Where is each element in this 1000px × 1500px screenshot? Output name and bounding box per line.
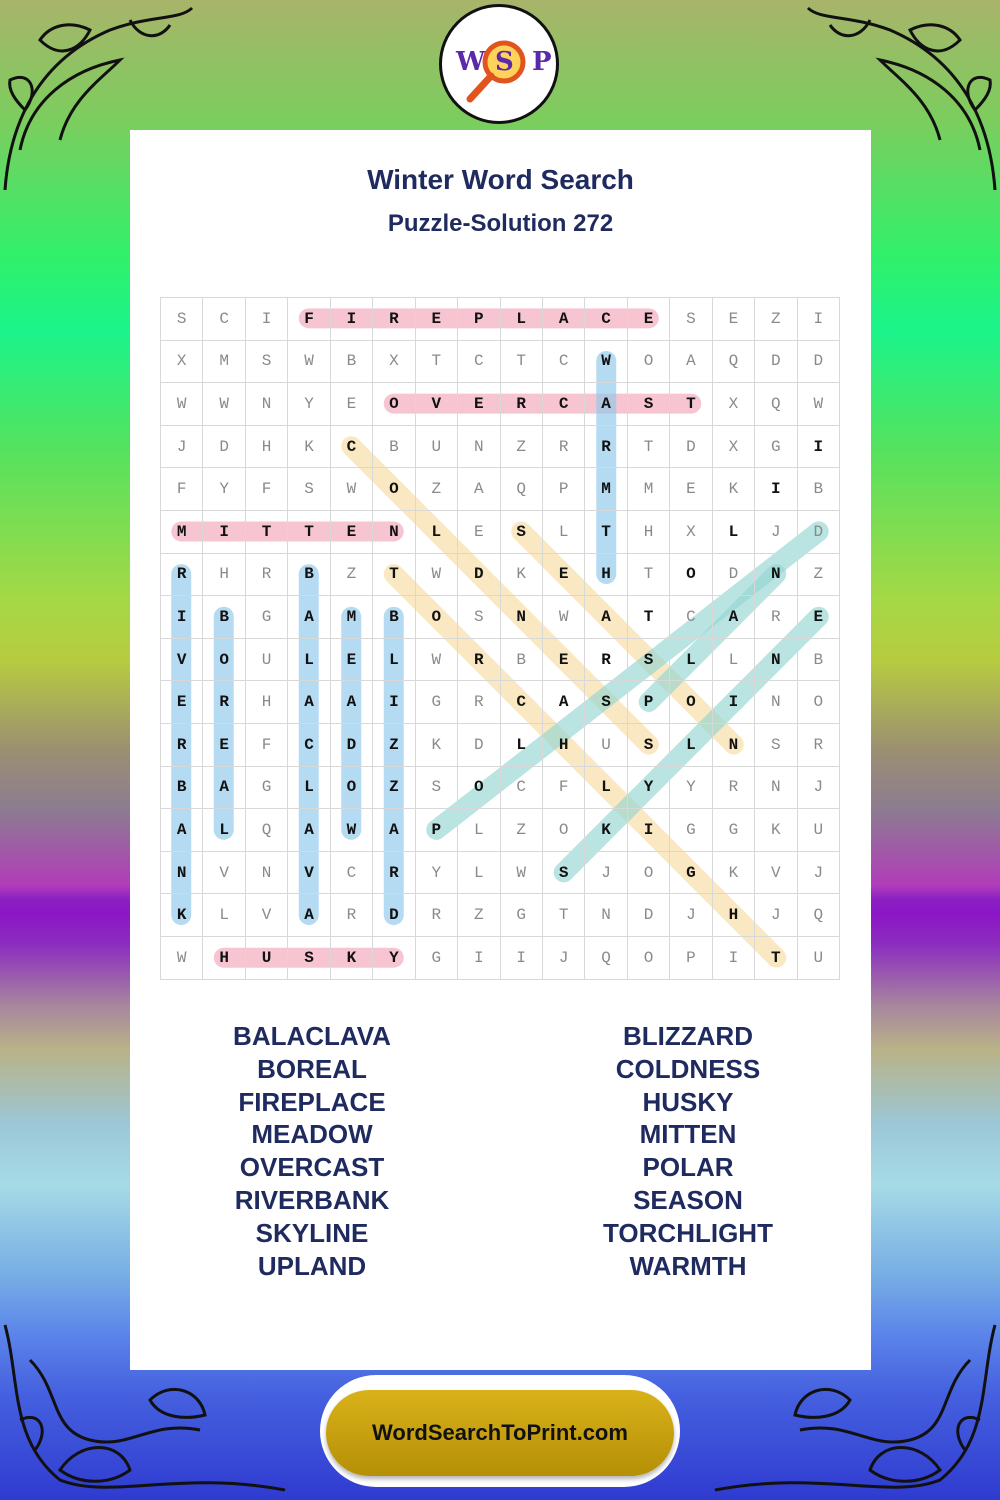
grid-cell: H xyxy=(245,425,287,468)
grid-cell: A xyxy=(585,596,627,639)
grid-cell: I xyxy=(245,298,287,341)
grid-cell: W xyxy=(415,553,457,596)
grid-cell: E xyxy=(330,638,372,681)
grid-cell: V xyxy=(415,383,457,426)
grid-cell: W xyxy=(288,340,330,383)
grid-cell: D xyxy=(458,723,500,766)
grid-cell: M xyxy=(330,596,372,639)
grid-cell: W xyxy=(330,809,372,852)
grid-cell: A xyxy=(585,383,627,426)
grid-cell: N xyxy=(245,383,287,426)
grid-cell: V xyxy=(245,894,287,937)
grid-row xyxy=(161,894,840,937)
grid-cell: W xyxy=(585,340,627,383)
grid-cell: K xyxy=(330,936,372,979)
word-list-item: HUSKY xyxy=(642,1086,734,1117)
grid-cell: Z xyxy=(500,425,542,468)
grid-row xyxy=(161,766,840,809)
grid-cell: S xyxy=(500,510,542,553)
grid-cell: T xyxy=(755,936,797,979)
grid-cell: Z xyxy=(415,468,457,511)
grid-cell: T xyxy=(542,894,584,937)
grid-cell: T xyxy=(245,510,287,553)
grid-cell: A xyxy=(458,468,500,511)
grid-cell: N xyxy=(161,851,203,894)
grid-cell: E xyxy=(542,553,584,596)
grid-cell: X xyxy=(373,340,415,383)
grid-cell: S xyxy=(288,936,330,979)
grid-cell: M xyxy=(203,340,245,383)
grid-cell: S xyxy=(245,340,287,383)
grid-cell: B xyxy=(797,468,839,511)
word-list-item: RIVERBANK xyxy=(234,1184,390,1215)
grid-cell: I xyxy=(712,936,754,979)
grid-cell: E xyxy=(161,681,203,724)
grid-cell: T xyxy=(373,553,415,596)
grid-cell: M xyxy=(627,468,669,511)
grid-cell: P xyxy=(627,681,669,724)
grid-row xyxy=(161,298,840,341)
grid-cell: S xyxy=(415,766,457,809)
grid-cell: O xyxy=(627,851,669,894)
grid-cell: J xyxy=(755,894,797,937)
grid-cell: U xyxy=(245,638,287,681)
grid-cell: L xyxy=(670,723,712,766)
grid-cell: O xyxy=(670,553,712,596)
grid-cell: T xyxy=(500,340,542,383)
word-list-item: SEASON xyxy=(633,1184,743,1215)
grid-cell: D xyxy=(797,510,839,553)
grid-cell: I xyxy=(712,681,754,724)
grid-row xyxy=(161,596,840,639)
grid-row xyxy=(161,723,840,766)
grid-cell: O xyxy=(415,596,457,639)
grid-cell: C xyxy=(288,723,330,766)
grid-cell: I xyxy=(755,468,797,511)
grid-cell: B xyxy=(373,596,415,639)
grid-cell: A xyxy=(542,298,584,341)
grid-cell: I xyxy=(797,298,839,341)
grid-cell: N xyxy=(373,510,415,553)
grid-cell: U xyxy=(585,723,627,766)
grid-cell: E xyxy=(797,596,839,639)
grid-cell: N xyxy=(755,553,797,596)
grid-cell: D xyxy=(458,553,500,596)
grid-cell: L xyxy=(712,638,754,681)
grid-cell: I xyxy=(373,681,415,724)
grid-cell: S xyxy=(542,851,584,894)
grid-cell: Y xyxy=(373,936,415,979)
grid-cell: G xyxy=(415,681,457,724)
grid-cell: U xyxy=(797,809,839,852)
grid-cell: A xyxy=(288,809,330,852)
grid-cell: Q xyxy=(245,809,287,852)
grid-row xyxy=(161,851,840,894)
grid-cell: C xyxy=(670,596,712,639)
word-list-item: TORCHLIGHT xyxy=(603,1217,773,1248)
grid-cell: Q xyxy=(712,340,754,383)
grid-cell: L xyxy=(288,638,330,681)
grid-cell: F xyxy=(245,723,287,766)
grid-row xyxy=(161,638,840,681)
grid-cell: L xyxy=(458,809,500,852)
grid-cell: U xyxy=(245,936,287,979)
website-link-button[interactable]: WordSearchToPrint.com xyxy=(326,1390,674,1476)
grid-cell: Z xyxy=(500,809,542,852)
grid-cell: I xyxy=(627,809,669,852)
grid-cell: D xyxy=(670,425,712,468)
grid-cell: E xyxy=(330,383,372,426)
grid-cell: F xyxy=(288,298,330,341)
grid-cell: E xyxy=(627,298,669,341)
grid-cell: S xyxy=(755,723,797,766)
grid-cell: C xyxy=(542,383,584,426)
grid-cell: C xyxy=(585,298,627,341)
grid-cell: W xyxy=(161,936,203,979)
grid-cell: C xyxy=(500,681,542,724)
grid-cell: L xyxy=(542,510,584,553)
word-list-item: BLIZZARD xyxy=(623,1021,753,1051)
grid-cell: D xyxy=(797,340,839,383)
grid-cell: C xyxy=(203,298,245,341)
grid-cell: D xyxy=(627,894,669,937)
grid-cell: F xyxy=(542,766,584,809)
grid-cell: L xyxy=(415,510,457,553)
word-list-item: COLDNESS xyxy=(615,1053,761,1084)
grid-cell: G xyxy=(670,851,712,894)
grid-cell: A xyxy=(373,809,415,852)
grid-cell: N xyxy=(755,638,797,681)
grid-cell: O xyxy=(203,638,245,681)
grid-cell: S xyxy=(161,298,203,341)
grid-cell: N xyxy=(755,766,797,809)
grid-cell: V xyxy=(161,638,203,681)
grid-cell: E xyxy=(330,510,372,553)
grid-cell: H xyxy=(712,894,754,937)
grid-cell: T xyxy=(627,596,669,639)
grid-cell: Y xyxy=(415,851,457,894)
site-logo[interactable] xyxy=(439,4,559,124)
grid-cell: R xyxy=(161,553,203,596)
word-list-item: POLAR xyxy=(642,1152,734,1183)
word-list-item: SKYLINE xyxy=(255,1217,369,1248)
grid-row xyxy=(161,936,840,979)
grid-cell: E xyxy=(542,638,584,681)
grid-cell: E xyxy=(458,383,500,426)
grid-cell: R xyxy=(585,425,627,468)
grid-cell: D xyxy=(203,425,245,468)
grid-cell: R xyxy=(330,894,372,937)
grid-cell: T xyxy=(288,510,330,553)
grid-cell: R xyxy=(797,723,839,766)
grid-cell: D xyxy=(712,553,754,596)
grid-cell: C xyxy=(458,340,500,383)
grid-cell: N xyxy=(585,894,627,937)
page-title: Winter Word Search xyxy=(367,164,634,195)
grid-cell: W xyxy=(203,383,245,426)
grid-row xyxy=(161,425,840,468)
grid-cell: F xyxy=(245,468,287,511)
grid-cell: E xyxy=(712,298,754,341)
grid-cell: J xyxy=(585,851,627,894)
grid-cell: E xyxy=(415,298,457,341)
grid-cell: K xyxy=(161,894,203,937)
grid-cell: J xyxy=(755,510,797,553)
grid-cell: O xyxy=(627,340,669,383)
grid-cell: Y xyxy=(627,766,669,809)
grid-cell: G xyxy=(415,936,457,979)
grid-cell: J xyxy=(797,766,839,809)
grid-cell: T xyxy=(670,383,712,426)
grid-cell: I xyxy=(161,596,203,639)
grid-cell: Y xyxy=(288,383,330,426)
grid-cell: A xyxy=(542,681,584,724)
grid-cell: W xyxy=(161,383,203,426)
grid-cell: U xyxy=(415,425,457,468)
grid-cell: K xyxy=(755,809,797,852)
grid-cell: A xyxy=(670,340,712,383)
word-list-left xyxy=(162,1020,462,1282)
word-list-item: BALACLAVA xyxy=(233,1021,391,1051)
grid-cell: J xyxy=(670,894,712,937)
grid-cell: A xyxy=(288,596,330,639)
grid-cell: N xyxy=(500,596,542,639)
grid-cell: G xyxy=(670,809,712,852)
grid-cell: B xyxy=(330,340,372,383)
word-list-item: MEADOW xyxy=(251,1119,373,1150)
grid-cell: O xyxy=(373,383,415,426)
grid-cell: B xyxy=(288,553,330,596)
grid-cell: H xyxy=(627,510,669,553)
grid-cell: Q xyxy=(797,894,839,937)
grid-cell: R xyxy=(245,553,287,596)
grid-cell: D xyxy=(373,894,415,937)
grid-cell: W xyxy=(797,383,839,426)
grid-cell: L xyxy=(712,510,754,553)
grid-cell: A xyxy=(330,681,372,724)
grid-cell: E xyxy=(203,723,245,766)
grid-row xyxy=(161,383,840,426)
logo-letter-w: W xyxy=(456,47,486,77)
grid-cell: K xyxy=(415,723,457,766)
grid-cell: R xyxy=(203,681,245,724)
grid-cell: W xyxy=(542,596,584,639)
grid-cell: N xyxy=(712,723,754,766)
grid-cell: D xyxy=(755,340,797,383)
grid-row xyxy=(161,553,840,596)
grid-cell: G xyxy=(755,425,797,468)
logo-letter-p: P xyxy=(532,47,552,77)
word-search-grid xyxy=(160,297,840,979)
grid-cell: I xyxy=(203,510,245,553)
logo-letter-s: S xyxy=(495,47,514,77)
grid-cell: R xyxy=(415,894,457,937)
grid-cell: E xyxy=(670,468,712,511)
grid-cell: S xyxy=(627,383,669,426)
grid-cell: G xyxy=(500,894,542,937)
grid-cell: Z xyxy=(755,298,797,341)
grid-cell: A xyxy=(161,809,203,852)
grid-cell: T xyxy=(415,340,457,383)
grid-cell: Q xyxy=(500,468,542,511)
grid-cell: Z xyxy=(458,894,500,937)
grid-cell: C xyxy=(542,340,584,383)
grid-cell: Z xyxy=(797,553,839,596)
grid-cell: I xyxy=(458,936,500,979)
grid-cell: W xyxy=(330,468,372,511)
grid-cell: J xyxy=(797,851,839,894)
grid-cell: C xyxy=(330,851,372,894)
grid-cell: K xyxy=(712,851,754,894)
grid-cell: B xyxy=(373,425,415,468)
grid-cell: L xyxy=(373,638,415,681)
grid-cell: B xyxy=(500,638,542,681)
grid-cell: V xyxy=(755,851,797,894)
grid-cell: L xyxy=(500,298,542,341)
grid-cell: L xyxy=(288,766,330,809)
grid-row xyxy=(161,681,840,724)
grid-cell: F xyxy=(161,468,203,511)
grid-cell: G xyxy=(712,809,754,852)
grid-cell: H xyxy=(203,936,245,979)
grid-cell: L xyxy=(670,638,712,681)
grid-cell: L xyxy=(458,851,500,894)
word-list-item: BOREAL xyxy=(257,1053,367,1084)
grid-cell: X xyxy=(670,510,712,553)
grid-cell: Z xyxy=(330,553,372,596)
grid-cell: R xyxy=(458,638,500,681)
grid-cell: M xyxy=(161,510,203,553)
word-list-item: MITTEN xyxy=(639,1119,737,1150)
grid-cell: G xyxy=(245,766,287,809)
grid-cell: P xyxy=(542,468,584,511)
grid-cell: I xyxy=(500,936,542,979)
grid-cell: K xyxy=(500,553,542,596)
grid-cell: R xyxy=(712,766,754,809)
grid-cell: A xyxy=(203,766,245,809)
grid-row xyxy=(161,510,840,553)
grid-cell: R xyxy=(458,681,500,724)
grid-cell: R xyxy=(755,596,797,639)
grid-cell: O xyxy=(627,936,669,979)
grid-cell: S xyxy=(627,638,669,681)
grid-cell: T xyxy=(585,510,627,553)
grid-cell: M xyxy=(585,468,627,511)
grid-cell: L xyxy=(585,766,627,809)
grid-cell: I xyxy=(797,425,839,468)
grid-cell: R xyxy=(373,298,415,341)
grid-cell: P xyxy=(458,298,500,341)
grid-cell: Q xyxy=(585,936,627,979)
grid-cell: X xyxy=(161,340,203,383)
grid-cell: T xyxy=(627,425,669,468)
grid-cell: N xyxy=(245,851,287,894)
grid-cell: L xyxy=(203,894,245,937)
grid-cell: D xyxy=(330,723,372,766)
grid-cell: C xyxy=(500,766,542,809)
grid-cell: S xyxy=(627,723,669,766)
grid-cell: R xyxy=(542,425,584,468)
word-list-item: FIREPLACE xyxy=(238,1086,386,1117)
grid-cell: J xyxy=(161,425,203,468)
grid-cell: O xyxy=(330,766,372,809)
grid-cell: L xyxy=(500,723,542,766)
grid-cell: K xyxy=(288,425,330,468)
grid-cell: O xyxy=(542,809,584,852)
grid-cell: Y xyxy=(670,766,712,809)
word-list-item: OVERCAST xyxy=(239,1152,385,1183)
word-list-item: WARMTH xyxy=(629,1250,747,1281)
grid-cell: R xyxy=(585,638,627,681)
grid-cell: R xyxy=(500,383,542,426)
grid-cell: R xyxy=(161,723,203,766)
grid-cell: S xyxy=(670,298,712,341)
grid-cell: V xyxy=(203,851,245,894)
grid-cell: A xyxy=(288,681,330,724)
grid-cell: V xyxy=(288,851,330,894)
page-subtitle: Puzzle-Solution 272 xyxy=(387,210,614,237)
grid-cell: O xyxy=(670,681,712,724)
grid-cell: S xyxy=(458,596,500,639)
grid-cell: E xyxy=(458,510,500,553)
grid-cell: Y xyxy=(203,468,245,511)
grid-cell: N xyxy=(755,681,797,724)
grid-row xyxy=(161,468,840,511)
grid-cell: P xyxy=(670,936,712,979)
grid-cell: O xyxy=(797,681,839,724)
grid-cell: W xyxy=(415,638,457,681)
grid-row xyxy=(161,340,840,383)
grid-cell: S xyxy=(585,681,627,724)
grid-cell: C xyxy=(330,425,372,468)
grid-cell: B xyxy=(797,638,839,681)
grid-cell: X xyxy=(712,425,754,468)
grid-cell: P xyxy=(415,809,457,852)
grid-row xyxy=(161,809,840,852)
word-list-right xyxy=(538,1020,838,1282)
grid-cell: N xyxy=(458,425,500,468)
grid-cell: J xyxy=(542,936,584,979)
grid-cell: B xyxy=(203,596,245,639)
grid-cell: Q xyxy=(755,383,797,426)
grid-cell: A xyxy=(712,596,754,639)
grid-cell: A xyxy=(288,894,330,937)
grid-cell: T xyxy=(627,553,669,596)
letter-grid xyxy=(160,297,840,980)
grid-cell: G xyxy=(245,596,287,639)
grid-cell: H xyxy=(203,553,245,596)
grid-cell: H xyxy=(245,681,287,724)
grid-cell: X xyxy=(712,383,754,426)
grid-cell: K xyxy=(712,468,754,511)
grid-cell: B xyxy=(161,766,203,809)
grid-cell: Z xyxy=(373,723,415,766)
grid-cell: O xyxy=(373,468,415,511)
word-list-item: UPLAND xyxy=(257,1250,367,1281)
grid-cell: L xyxy=(203,809,245,852)
grid-cell: H xyxy=(585,553,627,596)
grid-cell: R xyxy=(373,851,415,894)
grid-cell: U xyxy=(797,936,839,979)
grid-cell: Z xyxy=(373,766,415,809)
grid-cell: H xyxy=(542,723,584,766)
grid-cell: K xyxy=(585,809,627,852)
grid-cell: I xyxy=(330,298,372,341)
grid-cell: S xyxy=(288,468,330,511)
grid-cell: W xyxy=(500,851,542,894)
grid-cell: O xyxy=(458,766,500,809)
